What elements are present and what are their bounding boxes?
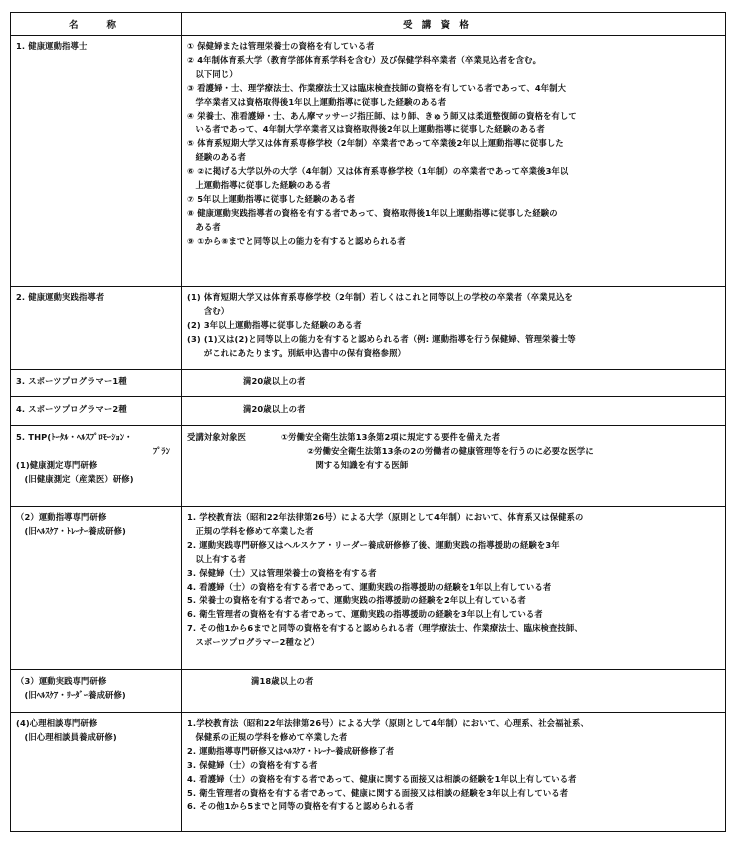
- row-divider: [11, 396, 725, 397]
- header-name: 名 称: [69, 20, 120, 31]
- row-qualifications: [187, 291, 576, 361]
- text-line: (旧健康測定（産業医）研修): [16, 473, 134, 484]
- row-name: [16, 375, 127, 389]
- row-divider: [11, 286, 725, 287]
- row-name: [16, 431, 176, 487]
- text-line: （2）運動指導専門研修: [16, 512, 107, 522]
- text-line: いる者であって、4年制大学卒業者又は資格取得後2年以上運動指導に従事した経験のある者: [187, 124, 545, 135]
- text-line: (旧ﾍﾙｽｹｱ・ﾄﾚｰﾅｰ養成研修): [16, 525, 126, 536]
- text-line: (2) 3年以上運動指導に従事した経験のある者: [187, 319, 362, 330]
- text-line: 2. 運動指導専門研修又はﾍﾙｽｹｱ・ﾄﾚｰﾅｰ養成研修修了者: [187, 745, 395, 756]
- text-line: 正規の学科を修めて卒業した者: [187, 525, 314, 536]
- row-name: [16, 403, 127, 417]
- text-line: 6. 衛生管理者の資格を有する者であって、運動実践の指導援助の経験を3年以上有している者: [187, 609, 543, 620]
- text-line: 学卒業者又は資格取得後1年以上運動指導に従事した経験のある者: [187, 96, 447, 107]
- row-divider: [11, 35, 725, 36]
- text-line: 1. 健康運動指導士: [16, 41, 88, 51]
- text-line: (1) 体育短期大学又は体育系専修学校（2年制）若しくはこれと同等以上の学校の卒業者（卒業見込を: [187, 292, 573, 302]
- row-qualifications: [187, 40, 577, 249]
- text-line: (3) (1)又は(2)と同等以上の能力を有すると認められる者（例: 運動指導を行う保健婦、管理栄養士等: [187, 333, 576, 344]
- row-name: [16, 717, 117, 745]
- text-line: ④ 栄養士、准看護婦・士、あん摩マッサージ指圧師、はり師、きゅう師又は柔道整復師の資格を有して: [187, 110, 577, 121]
- text-line: 1.学校教育法（昭和22年法律第26号）による大学（原則として4年制）において、心理系、社会福祉系、: [187, 718, 589, 728]
- text-line: 以上有する者: [187, 553, 247, 564]
- text-line: ⑤ 体育系短期大学又は体育系専修学校（2年制）卒業者であって卒業後2年以上運動指導に従事した: [187, 138, 564, 149]
- text-line: ⑨ ①から⑧までと同等以上の能力を有すると認められる者: [187, 235, 406, 246]
- qualification-table: [10, 12, 726, 832]
- text-line: ② 4年制体育系大学（教育学部体育系学科を含む）及び保健学科卒業者（卒業見込者を含む。: [187, 54, 542, 65]
- text-line: ﾌﾟﾗﾝ: [152, 445, 170, 456]
- text-line: スポーツプログラマー2種など）: [187, 637, 320, 648]
- row-divider: [11, 425, 725, 426]
- text-line: 以下同じ）: [187, 68, 238, 79]
- row-qualifications: [243, 403, 306, 417]
- text-line: (1)健康測定専門研修: [16, 459, 98, 470]
- row-qualifications: [251, 675, 314, 689]
- text-line: (旧ﾍﾙｽｹｱ・ﾘｰﾀﾞｰ養成研修): [16, 689, 126, 700]
- text-line: 5. THP(ﾄｰﾀﾙ・ﾍﾙｽﾌﾟﾛﾓｰｼｮﾝ・: [16, 432, 133, 442]
- text-line: 上運動指導に従事した経験のある者: [187, 180, 331, 191]
- text-line: 2. 健康運動実践指導者: [16, 292, 105, 302]
- row-qualifications: [187, 717, 589, 814]
- text-line: 3. 保健婦（士）又は管理栄養士の資格を有する者: [187, 567, 377, 578]
- column-divider: [181, 13, 182, 831]
- target-label: 受講対象対象医: [187, 432, 247, 442]
- text-line: 7. その他1から6までと同等の資格を有すると認められる者（理学療法士、作業療法士、臨床検査技師、: [187, 623, 583, 634]
- row-qualifications: [243, 375, 306, 389]
- text-line: 4. 看護婦（士）の資格を有する者であって、運動実践の指導援助の経験を1年以上有している者: [187, 581, 552, 592]
- text-line: ②労働安全衛生法第13条の2の労働者の健康管理等を行うのに必要な医学に: [307, 445, 594, 456]
- row-divider: [11, 369, 725, 370]
- row-name: [16, 675, 126, 703]
- text-line: 4. スポーツプログラマー2種: [16, 404, 127, 414]
- text-line: 4. 看護婦（士）の資格を有する者であって、健康に関する面接又は相談の経験を1年以上有している者: [187, 773, 577, 784]
- text-line: (4)心理相談専門研修: [16, 718, 98, 728]
- text-line: 3. 保健婦（士）の資格を有する者: [187, 759, 318, 770]
- text-line: 1. 学校教育法（昭和22年法律第26号）による大学（原則として4年制）において、体育系又は保健系の: [187, 512, 584, 522]
- text-line: (旧心理相談員養成研修): [16, 731, 117, 742]
- text-line: 関する知識を有する医師: [307, 459, 409, 470]
- text-line: 2. 運動実践専門研修又はヘルスケア・リーダー養成研修修了後、運動実践の指導援助の経験を3年: [187, 539, 560, 550]
- text-line: 満18歳以上の者: [251, 676, 314, 686]
- text-line: ① 保健婦または管理栄養士の資格を有している者: [187, 41, 375, 51]
- text-line: 経験のある者: [187, 152, 247, 163]
- text-line: 保健系の正規の学科を修めて卒業した者: [187, 731, 348, 742]
- text-line: ③ 看護婦・士、理学療法士、作業療法士又は臨床検査技師の資格を有している者であって、4年制大: [187, 82, 567, 93]
- row-divider: [11, 506, 725, 507]
- row-qualifications: [281, 431, 594, 473]
- text-line: 満20歳以上の者: [243, 404, 306, 414]
- row-name: [16, 40, 87, 54]
- header-qualification: 受 講 資 格: [403, 20, 472, 31]
- row-divider: [11, 712, 725, 713]
- text-line: ⑦ 5年以上運動指導に従事した経験のある者: [187, 193, 356, 204]
- text-line: （3）運動実践専門研修: [16, 676, 107, 686]
- text-line: ⑧ 健康運動実践指導者の資格を有する者であって、資格取得後1年以上運動指導に従事した経験の: [187, 207, 558, 218]
- text-line: 5. 栄養士の資格を有する者であって、運動実践の指導援助の経験を2年以上有している者: [187, 595, 526, 606]
- text-line: ①労働安全衛生法第13条第2項に規定する要件を備えた者: [281, 432, 501, 442]
- row-qualifications: [187, 511, 584, 650]
- row-divider: [11, 669, 725, 670]
- row-name: [16, 511, 126, 539]
- text-line: 6. その他1から5までと同等の資格を有すると認められる者: [187, 801, 414, 812]
- text-line: 5. 衛生管理者の資格を有する者であって、健康に関する面接又は相談の経験を3年以上有している者: [187, 787, 569, 798]
- text-line: 満20歳以上の者: [243, 376, 306, 386]
- row-name: [16, 291, 104, 305]
- text-line: 含む）: [187, 305, 230, 316]
- text-line: ある者: [187, 221, 221, 232]
- text-line: ⑥ ②に掲げる大学以外の大学（4年制）又は体育系専修学校（1年制）の卒業者であって卒業後3年以: [187, 166, 569, 177]
- text-line: がこれにあたります。別紙申込書中の保有資格参照）: [187, 347, 406, 358]
- text-line: 3. スポーツプログラマー1種: [16, 376, 127, 386]
